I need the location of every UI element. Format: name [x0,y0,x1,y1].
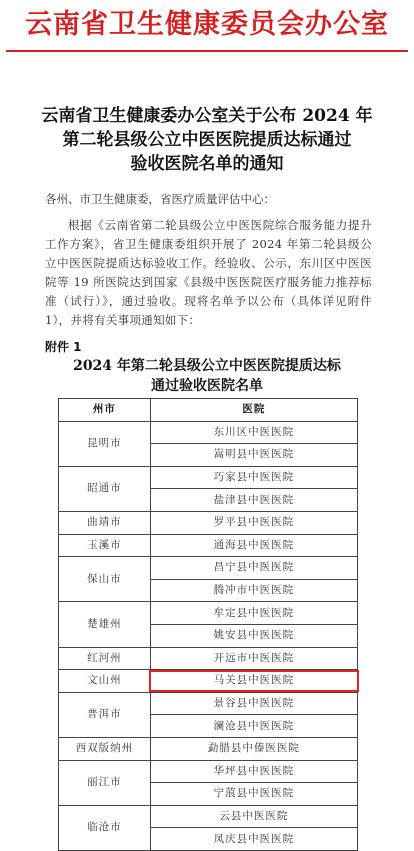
org-name: 云南省卫生健康委员会办公室 [25,9,389,40]
hospital-cell: 开远市中医医院 [150,647,357,670]
table-row [59,670,358,693]
hospital-cell: 罗平县中医医院 [150,511,357,534]
notice-paragraph: 根据《云南省第二轮县级公立中医医院综合服务能力提升工作方案》，省卫生健康委组织开展了 2024 年第二轮县级公立中医医院提质达标验收工作。经验收、公示，东川区中医医院等 19 所医院达到国家《县级中医医院医疗服务能力推荐标准（试行）》，通过验收。现将名单予以公布（具体详见附件 1），并将有关事项通知如下： [45,218,372,327]
hospital-cell: 马关县中医医院 [150,670,357,693]
table-row [59,737,358,760]
table-row [59,692,358,715]
city-cell: 昆明市 [59,421,151,466]
notice-title [0,104,414,176]
table-row [59,602,358,625]
city-cell: 玉溪市 [59,534,151,557]
table-row [59,534,358,557]
table-row [59,760,358,783]
table-row [59,511,358,534]
hospital-cell: 嵩明县中医医院 [150,444,357,467]
city-cell: 普洱市 [59,692,151,737]
city-cell: 曲靖市 [59,511,151,534]
header-hospital: 医院 [150,399,357,422]
city-cell: 保山市 [59,557,151,602]
table-row [59,557,358,580]
table-body [59,421,358,850]
city-cell: 丽江市 [59,760,151,805]
hospital-cell: 姚安县中医医院 [150,624,357,647]
attachment-label: 附件 1 [45,340,82,354]
city-cell: 楚雄州 [59,602,151,647]
hospital-cell: 凤庆县中医医院 [150,828,357,851]
hospital-cell: 勐腊县中傣医医院 [150,737,357,760]
hospital-cell: 东川区中医医院 [150,421,357,444]
hospital-cell: 牟定县中医医院 [150,602,357,625]
hospital-cell: 华坪县中医医院 [150,760,357,783]
header-city: 州市 [59,399,151,422]
table-title-line: 通过验收医院名单 [151,378,263,394]
notice-title-line: 云南省卫生健康委办公室关于公布 2024 年 [41,106,373,126]
hospital-cell: 通海县中医医院 [150,534,357,557]
hospital-cell: 昌宁县中医医院 [150,557,357,580]
table-row [59,805,358,828]
hospital-cell: 盐津县中医医院 [150,489,357,512]
hospital-cell: 景谷县中医医院 [150,692,357,715]
city-cell: 昭通市 [59,466,151,511]
notice-title-line: 第二轮县级公立中医医院提质达标通过 [62,130,352,150]
hospital-cell: 腾冲市中医医院 [150,579,357,602]
table-row [59,421,358,444]
table-row [59,466,358,489]
header-rule [6,50,408,52]
hospital-cell: 云县中医医院 [150,805,357,828]
table-title-line: 2024 年第二轮县级公立中医医院提质达标 [73,358,341,374]
hospital-cell: 澜沧县中医医院 [150,715,357,738]
hospital-table [58,398,358,851]
hospital-cell: 巧家县中医医院 [150,466,357,489]
table-row [59,647,358,670]
city-cell: 红河州 [59,647,151,670]
table-header-row [59,399,358,422]
salutation: 各州、市卫生健康委，省医疗质量评估中心： [45,192,275,206]
hospital-cell: 宁蒗县中医医院 [150,783,357,806]
table-title [0,356,414,396]
city-cell: 文山州 [59,670,151,693]
header-banner [0,0,414,58]
city-cell: 西双版纳州 [59,737,151,760]
notice-title-line: 验收医院名单的通知 [130,154,284,174]
city-cell: 临沧市 [59,805,151,850]
